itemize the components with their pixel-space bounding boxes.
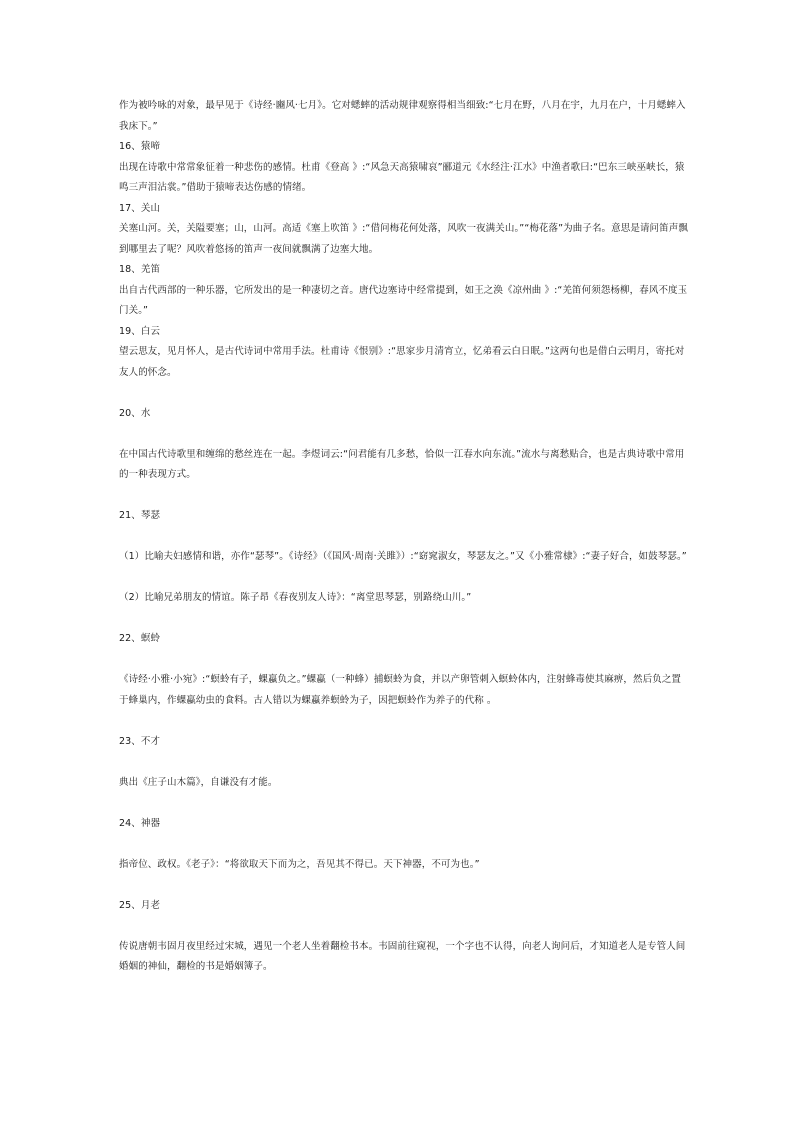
body-paragraph: 传说唐朝韦固月夜里经过宋城，遇见一个老人坐着翻检书本。韦固前往窥视，一个字也不认得，向老人询问后，才知道老人是专管人间婚姻的神仙，翻检的书是婚姻簿子。 xyxy=(119,940,686,972)
paragraph-spacer xyxy=(119,486,689,507)
paragraph-spacer xyxy=(119,527,689,548)
paragraph-spacer xyxy=(119,793,689,814)
body-paragraph: 出自古代西部的一种乐器，它所发出的是一种凄切之音。唐代边塞诗中经常提到，如王之涣《凉州曲 》:“羌笛何须怨杨柳，春风不度玉门关。” xyxy=(119,284,688,316)
section-heading: 21、琴瑟 xyxy=(119,510,161,521)
body-paragraph: （1）比喻夫妇感情和谐，亦作“瑟琴”。《诗经》（《国风·周南·关雎》）:“窈窕淑女，琴瑟友之。”又《小雅常棣》:“妻子好合，如鼓琴瑟。” xyxy=(119,551,687,562)
paragraph-spacer xyxy=(119,383,689,404)
paragraph-spacer xyxy=(119,916,689,937)
section-heading: 23、不才 xyxy=(119,735,161,747)
section-heading: 17、关山 xyxy=(119,202,161,214)
body-paragraph: 指帝位、政权。《老子》：“将欲取天下而为之，吾见其不得已。天下神器，不可为也。” xyxy=(119,858,480,870)
body-paragraph: 望云思友，见月怀人，是古代诗词中常用手法。杜甫诗《恨别》:“思家步月清宵立，忆弟看云白日眠。”这两句也是借白云明月，寄托对友人的怀念。 xyxy=(119,346,685,378)
paragraph-spacer xyxy=(119,424,689,445)
paragraph-spacer xyxy=(119,568,689,589)
section-heading: 18、羌笛 xyxy=(119,264,161,275)
paragraph-spacer xyxy=(119,650,689,671)
paragraph-spacer xyxy=(119,752,689,773)
body-paragraph: （2）比喻兄弟朋友的情谊。陈子昂《春夜别友人诗》：“离堂思琴瑟，别路绕山川。” xyxy=(119,592,472,603)
paragraph-spacer xyxy=(119,609,689,630)
body-paragraph: 作为被吟咏的对象，最早见于《诗经·豳风·七月》。它对蟋蟀的活动规律观察得相当细致:“七月在野，八月在宇，九月在户，十月蟋蟀入我床下。” xyxy=(119,100,686,132)
section-heading: 20、水 xyxy=(119,407,151,419)
section-heading: 19、白云 xyxy=(119,325,161,337)
body-paragraph: 关塞山河。关，关隘要塞；山，山河。高适《塞上吹笛 》:“借问梅花何处落，风吹一夜满关山。”“梅花落”为曲子名。意思是请问笛声飘到哪里去了呢？风吹着悠扬的笛声一夜间就飘满了边塞大地。 xyxy=(119,223,688,255)
body-paragraph: 《诗经·小雅·小宛》:“螟蛉有子，蜾蠃负之。”蜾蠃（一种蜂）捕螟蛉为食，并以产卵管刺入螟蛉体内，注射蜂毒使其麻痹，然后负之置于蜂巢内，作蜾蠃幼虫的食料。古人错以为蜾蠃养螟蛉为子，因把螟蛉作为养子的代称 。 xyxy=(119,674,682,706)
paragraph-spacer xyxy=(119,834,689,855)
section-heading: 24、神器 xyxy=(119,817,161,829)
section-heading: 22、螟蛉 xyxy=(119,633,161,644)
paragraph-spacer xyxy=(119,875,689,896)
body-paragraph: 典出《庄子山木篇》，自谦没有才能。 xyxy=(119,776,278,788)
section-heading: 25、月老 xyxy=(119,899,161,911)
section-heading: 16、猿啼 xyxy=(119,141,161,152)
body-paragraph: 在中国古代诗歌里和缠绵的愁丝连在一起。李煜词云:“问君能有几多愁，恰似一江春水向东流。”流水与离愁贴合，也是古典诗歌中常用的一种表现方式。 xyxy=(119,448,685,480)
document-body xyxy=(119,96,689,978)
body-paragraph: 出现在诗歌中常常象征着一种悲伤的感情。杜甫《登高 》:“风急天高猿啸哀”郦道元《水经注·江水》中渔者歌曰:“巴东三峡巫峡长，猿鸣三声泪沾裳。”借助于猿啼表达伤感的情绪。 xyxy=(119,161,685,193)
paragraph-spacer xyxy=(119,711,689,732)
